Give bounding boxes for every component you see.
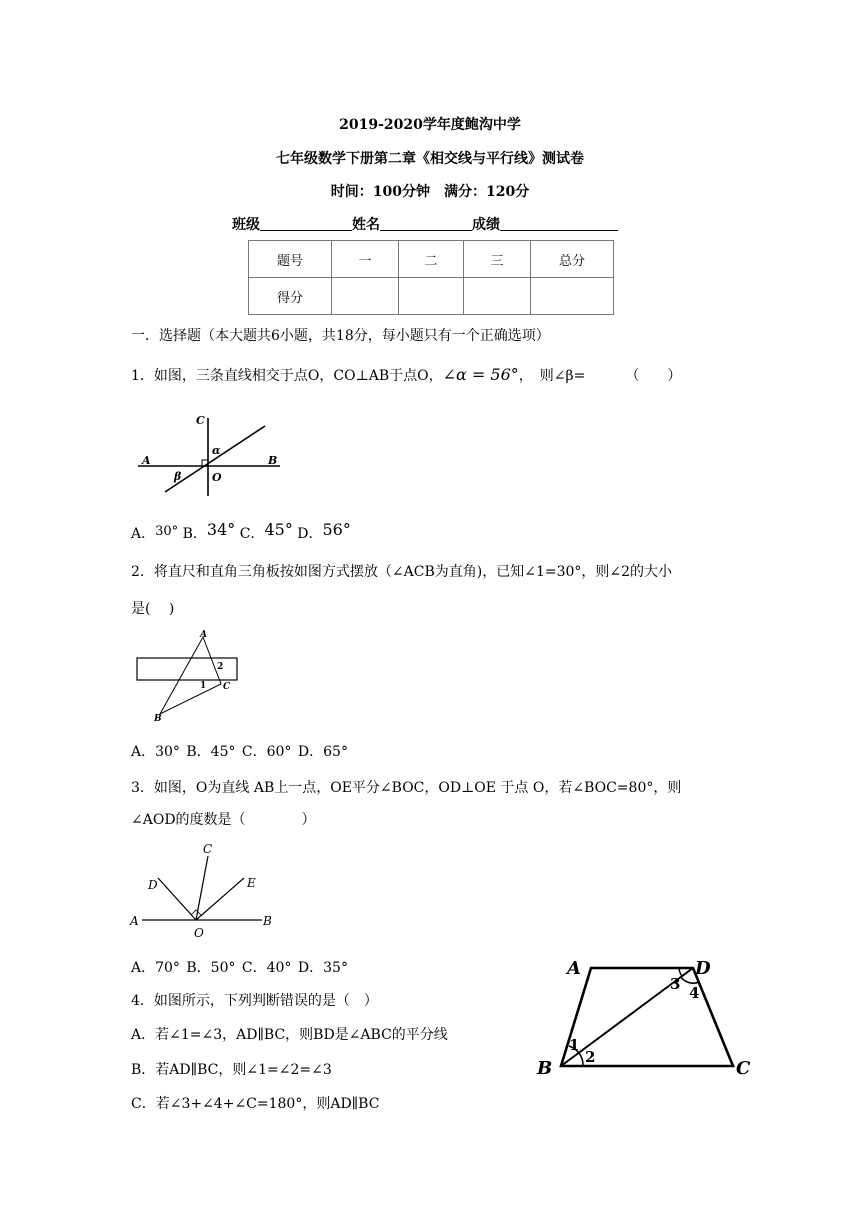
table-header-cell: 总分	[531, 241, 614, 278]
section-heading: 一．选择题（本大题共6小题，共18分，每小题只有一个正确选项）	[131, 328, 550, 344]
q3-label-o: O	[194, 926, 204, 940]
q4-angle-2-arc	[579, 1053, 583, 1066]
score-table-score-row	[249, 278, 614, 315]
q1-stem-text: 1．如图，三条直线相交于点O，CO⊥AB于点O，	[131, 368, 443, 384]
exam-school-title: 2019-2020学年度鲍沟中学	[339, 117, 521, 133]
score-cell[interactable]	[464, 278, 531, 315]
q1-option-d-value: 56°	[322, 520, 351, 539]
q1-option-b-value: 34°	[206, 520, 236, 539]
q1-label-beta: β	[174, 470, 182, 483]
q1-stem-tail: ， 则∠β=	[518, 368, 586, 384]
q1-label-o: O	[212, 471, 222, 484]
table-header-cell: 二	[399, 241, 464, 278]
q4-label-d: D	[695, 958, 711, 979]
question-3-stem-line1: 3．如图，O为直线 AB上一点，OE平分∠BOC，OD⊥OE 于点 O，若∠BOC=80°，则	[131, 780, 682, 796]
q4-label-3: 3	[670, 975, 681, 993]
score-blank[interactable]	[500, 216, 618, 231]
class-blank[interactable]	[260, 216, 352, 231]
q1-option-b-letter: B．	[182, 526, 207, 542]
q2-label-2: 2	[217, 662, 224, 672]
score-label: 成绩	[472, 217, 500, 233]
q1-label-c: C	[196, 414, 205, 427]
q4-label-c: C	[736, 1058, 751, 1078]
question-4-option-a: A．若∠1=∠3，AD∥BC，则BD是∠ABC的平分线	[131, 1027, 448, 1043]
score-cell[interactable]	[399, 278, 464, 315]
q3-ray-od	[158, 878, 196, 920]
question-4-stem: 4．如图所示，下列判断错误的是（ ）	[131, 993, 378, 1009]
exam-title: 七年级数学下册第二章《相交线与平行线》测试卷	[276, 151, 584, 167]
score-cell[interactable]	[332, 278, 399, 315]
q4-label-4: 4	[689, 984, 700, 1002]
table-header-cell: 题号	[249, 241, 332, 278]
question-3-options: A．70° B．50° C．40° D．35°	[131, 960, 348, 976]
question-4-option-c: C．若∠3+∠4+∠C=180°，则AD∥BC	[131, 1096, 380, 1112]
table-header-cell: 三	[464, 241, 531, 278]
q3-label-c: C	[203, 842, 213, 856]
q3-label-a: A	[130, 914, 139, 928]
question-2-stem-line2: 是( )	[131, 601, 175, 617]
q4-label-a: A	[567, 958, 581, 979]
name-blank[interactable]	[380, 216, 472, 231]
question-4-option-b: B．若AD∥BC，则∠1=∠2=∠3	[131, 1062, 332, 1078]
question-2-stem-line1: 2．将直尺和直角三角板按如图方式摆放（∠ACB为直角)，已知∠1=30°，则∠2的大小	[131, 564, 673, 580]
q1-option-a-letter: A．	[131, 526, 156, 542]
q4-label-b: B	[537, 1058, 553, 1078]
q4-figure	[533, 950, 758, 1078]
q3-label-e: E	[247, 876, 256, 890]
score-table-header-row	[249, 241, 614, 278]
q2-triangle	[160, 637, 224, 714]
name-label: 姓名	[352, 217, 380, 233]
score-cell[interactable]	[531, 278, 614, 315]
q1-figure	[130, 406, 290, 500]
table-row-label: 得分	[249, 278, 332, 315]
class-label: 班级	[232, 217, 260, 233]
q1-label-a: A	[142, 454, 151, 467]
q2-label-1: 1	[200, 681, 207, 691]
q1-math: ∠α = 56°	[442, 365, 519, 384]
student-info-line	[232, 214, 618, 234]
q4-label-2: 2	[585, 1048, 596, 1066]
q2-label-b: B	[154, 714, 162, 724]
q1-option-d-letter: D．	[297, 526, 323, 542]
q1-label-b: B	[268, 454, 278, 467]
q3-label-b: B	[263, 914, 272, 928]
q3-right-angle-mark	[191, 910, 201, 915]
q2-label-c: C	[223, 682, 231, 692]
question-1-stem	[131, 365, 681, 385]
q1-option-a-value: 30°	[155, 524, 179, 539]
question-2-options: A．30° B．45° C．60° D．65°	[131, 744, 348, 760]
score-table	[248, 240, 614, 315]
exam-time-score: 时间：100分钟 满分：120分	[330, 184, 530, 200]
q1-answer-paren: （ ）	[625, 368, 682, 384]
question-1-options	[131, 520, 351, 543]
q2-figure	[130, 628, 245, 724]
q3-label-d: D	[148, 878, 158, 892]
q1-option-c-letter: C．	[239, 526, 265, 542]
q1-label-alpha: α	[212, 444, 221, 457]
q3-figure	[128, 838, 278, 940]
q4-label-1: 1	[569, 1036, 580, 1054]
question-3-stem-line2: ∠AOD的度数是（ ）	[131, 812, 316, 828]
table-header-cell: 一	[332, 241, 399, 278]
q2-label-a: A	[200, 630, 207, 640]
q1-option-c-value: 45°	[264, 520, 293, 539]
